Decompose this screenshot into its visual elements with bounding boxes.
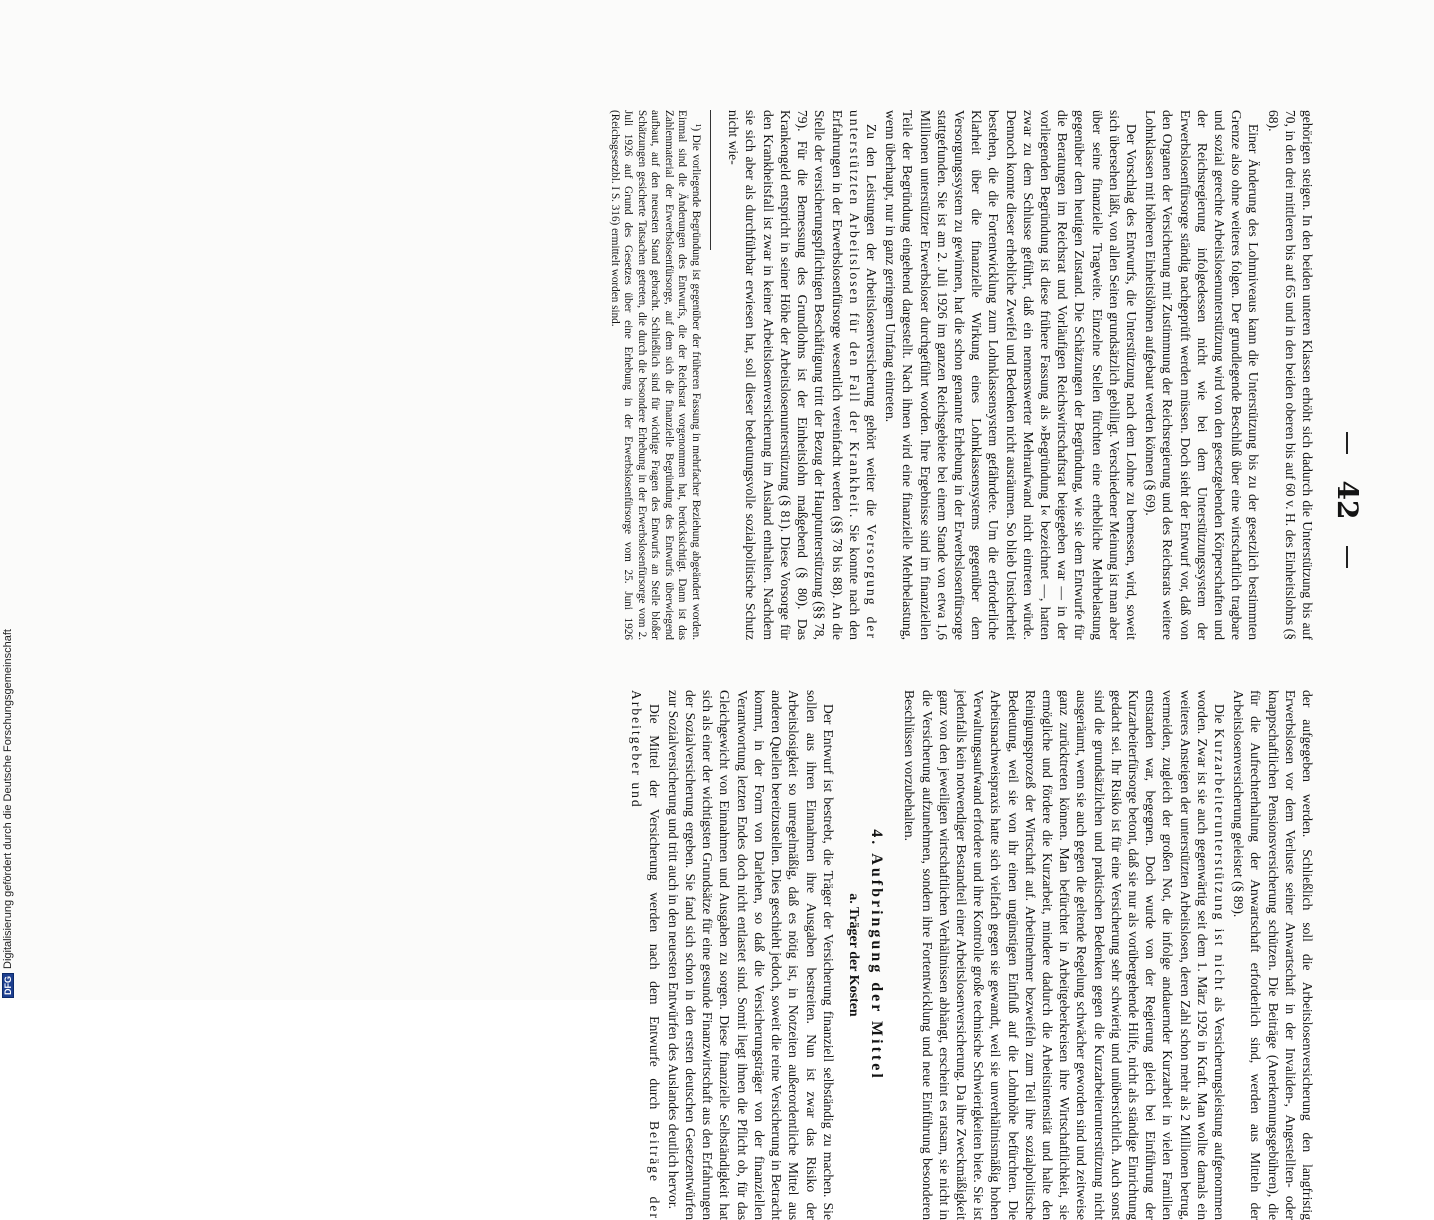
paragraph — [628, 690, 662, 1220]
credit-text: Digitalisierung gefördert durch die Deutsche Forschungsgemeinschaft — [2, 629, 14, 969]
subsection-heading: a. Träger der Kosten — [845, 893, 861, 1017]
spaced-emphasis: Versorgung der unterstützten Arbeitslosen für den Fall der Krankheit. — [846, 110, 879, 640]
paragraph: Der Vorschlag des Entwurfs, die Unterstützung nach dem Lohne zu bemessen, wird, soweit sich übersehen läßt, von allen Seiten grundsätzlich gebilligt. Verschiedener Meinung ist man aber über seine finanzielle Tragweite. Einzelne Stellen fürchten eine erhebliche Mehrbelastung gegenüber dem heutigen Zustand. Die Schätzungen der Begründung, wie sie dem Entwurfe für die Beratungen im Reichsrat und Vorläufigen Reichswirtschaftsrat beigegeben war — in der vorliegenden Begründung ist diese frühere Fassung als »Begründung I« bezeichnet —, hatten zwar zu dem Schlusse geführt, daß ein nennenswerter Mehraufwand nicht eintreten würde. Dennoch konnte dieser erhebliche Zweifel und Bedenken nicht ausräumen. So blieb Unsicherheit bestehen, die die Fortentwicklung zum Lohnklassensystem gefährdete. Um die erforderliche Klarheit über die finanzielle Wirkung eines Lohnklassensystems gegenüber dem Versorgungssystem zu gewinnen, hat die schon genannte Erhebung in der Erwerbslosenfürsorge stattgefunden. Sie ist am 2. Juli 1926 im ganzen Reichsgebiete bei einem Stande von etwa 1,6 Millionen unterstützter Erwerbsloser durchgeführt worden. Ihre Ergebnisse sind im finanziellen Teile der Begründung eingehend dargestellt. Nach ihnen wird eine finanzielle Mehrbelastung, wenn überhaupt, nur in ganz geringem Umfang eintreten. — [883, 110, 1139, 640]
spaced-emphasis: Beiträge der Arbeitgeber und — [629, 690, 662, 1220]
paragraph: Einer Änderung des Lohnniveaus kann die Unterstützung bis zu der gesetzlich bestimmten Grenze also ohne weiteres folgen. Der grundlegende Beschluß über eine wirtschaftlich tragbare und sozial gerechte Arbeitslosenunterstützung wird von den gesetzgebenden Körperschaften und der Reichsregierung infolgedessen nicht wie bei dem Unterstützungssystem der Erwerbslosenfürsorge ständig nachgeprüft werden müssen. Doch sieht der Entwurf vor, daß von den Organen der Versicherung mit Zustimmung der Reichsregierung und des Reichsrats weitere Lohnklassen mit höheren Einheitslöhnen aufgebaut werden können (§ 69). — [1143, 110, 1262, 640]
paragraph: Der Entwurf ist bestrebt, die Träger der Versicherung finanziell selbständig zu machen. Sie sollen aus ihren Einnahmen ihre Ausgaben bestreiten. Nun ist zwar das Risiko der Arbeitslosigkeit so unregelmäßig, daß es nötig ist, in Notzeiten außerordentliche Mittel aus anderen Quellen bereitzustellen. Dies geschieht jedoch, soweit die reine Versicherung in Betracht kommt, in der Form von Darlehen, so daß die Versicherungsträger von der finanziellen Verantwortung letzten Endes doch nicht entlastet sind. Somit liegt ihnen die Pflicht ob, für das Gleichgewicht von Einnahmen und Ausgaben zu sorgen. Diese finanzielle Selbständigkeit hat sich als einer der wichtigsten Grundsätze für eine gesunde Finanzwirtschaft aus den Erfahrungen der Sozialversicherung ergeben. Sie fand sich schon in den ersten deutschen Gesetzentwürfen zur Sozialversicherung und tritt auch in den neuesten Entwürfen des Auslandes deutlich hervor. — [665, 690, 836, 1220]
paragraph — [725, 110, 880, 640]
paragraph: gehörigen steigen. In den beiden unteren Klassen erhöht sich dadurch die Unterstützung bis auf 70, in den drei mittleren bis auf 65 und in den beiden oberen bis auf 60 v. H. des Einheitslohns (§ 68). — [1265, 110, 1315, 640]
page-number: 42 — [1331, 480, 1364, 520]
paragraph — [901, 690, 1228, 1220]
spaced-emphasis: Kurzarbeiterunterstützung ist nicht — [1211, 728, 1227, 992]
text-run: Zu den Leistungen der Arbeitslosenversicherung gehört weiter die — [863, 124, 879, 525]
section-heading: 4. Aufbringung der Mittel — [868, 829, 886, 1081]
paragraph: der aufgegeben werden. Schließlich soll die Arbeitslosenversicherung den langfristig Erwerbslosen vor dem Verluste seiner Anwartschaft in der Invaliden-, Angestellten- oder knappschaftlichen Pensionsversicherung schützen. Die Beiträge (Anerkennungsgebühren), die für die Aufrechterhaltung der Anwartschaft erforderlich sind, werden aus Mitteln der Arbeitslosenversicherung geleistet (§ 89). — [1231, 690, 1315, 1220]
text-run: Die — [1211, 704, 1227, 729]
text-run: Sie konnte nach den Erfahrungen in der Erwerbslosenfürsorge wesentlich vereinfacht werden (§§ 78 bis 88). An die Stelle der versicherungspflichtigen Beschäftigung tritt der Bezug der Hauptunterstützung (§§ 78, 79). Für die Bemessung des Grundlohns ist der Einheitslohn maßgebend (§ 80). Das Krankengeld entspricht in seiner Höhe der Arbeitslosenunterstützung (§ 81). Diese Vorsorge für den Krankheitsfall ist zwar in keiner Arbeitslosenversicherung im Ausland enthalten. Nachdem sie sich aber als durchführbar erwiesen hat, soll dieser bedeutungsvolle sozialpolitische Schutz nicht wie- — [726, 110, 862, 640]
dfg-logo: DFG — [2, 973, 14, 998]
left-column — [605, 110, 1316, 640]
digitization-credit — [2, 618, 14, 998]
footnote-rule — [710, 110, 711, 250]
right-column — [626, 690, 1316, 1220]
text-run: als Versicherungsleistung aufgenommen worden. Zwar ist sie auch gegenwärtig seit dem 1. März 1926 in Kraft. Man wollte damals ein weiteres Ansteigen der unterstützten Arbeitslosen, deren Zahl schon mehr als 2 Millionen betrug, vermeiden, zugleich der großen Not, die infolge andauernder Kurzarbeit in vielen Familien entstanden war, begegnen. Doch wurde von der Regierung gleich bei Einführung der Kurzarbeiterfürsorge betont, daß sie nur als vorübergehende Hilfe, nicht als ständige Einrichtung gedacht sei. Ihr Risiko ist für eine Versicherung sehr schwierig und unübersichtlich. Auch sonst sind die grundsätzlichen und praktischen Bedenken gegen die Kurzarbeiterunterstützung nicht ausgeräumt, wenn sie auch gegen die geltende Regelung schwächer geworden sind und zeitweise ganz zurücktreten können. Man befürchtet in Arbeitgeberkreisen ihre Wirtschaftlichkeit, sie ermögliche und fördere die Kurzarbeit, mindere dadurch die Arbeitsintensität und halte den Reinigungsprozeß der Wirtschaft auf. Arbeitnehmer bezweifeln zum Teil ihre sozialpolitische Bedeutung, weil sie von ihr einen ungünstigen Einfluß auf die Lohnhöhe befürchten. Die Arbeitsnachweispraxis hatte sich vielfach gegen sie gewandt, weil sie unverhältnismäßig hohen Verwaltungsaufwand erfordere und ihre Kontrolle große technische Schwierigkeiten biete. Sie ist jedenfalls kein notwendiger Bestandteil einer Arbeitslosenversicherung. Da ihre Zweckmäßigkeit ganz von den jeweiligen wirtschaftlichen Verhältnissen abhängt, erscheint es ratsam, sie nicht in die Versicherung aufzunehmen, sondern ihre Fortentwicklung und neue Einführung besonderen Beschlüssen vorzubehalten. — [902, 690, 1227, 1220]
page-number-dash-right — [1346, 546, 1348, 568]
footnote: ¹) Die vorliegende Begründung ist gegenüber der früheren Fassung in mehrfacher Beziehung abgeändert worden. Einmal sind die Änderungen des Entwurfs, die der Reichsrat vorgenommen hat, berücksichtigt. Dann ist das Zahlenmaterial der Erwerbslosenfürsorge, auf dem sich die finanzielle Begründung des Entwurfs überwiegend aufbaut, auf den neuesten Stand gebracht. Schließlich sind für wichtige Fragen des Entwurfs an Stelle bloßer Schätzungen gesicherte Tatsachen getreten, die durch die besondere Erhebung in der Erwerbslosenfürsorge vom 2. Juli 1926 auf Grund des Gesetzes über eine Erhebung in der Erwerbslosenfürsorge vom 25. Juni 1926 (Reichsgesetzbl. I S. 316) ermittelt worden sind. — [608, 110, 703, 640]
text-run: Die Mittel der Versicherung werden nach dem Entwurfe durch — [646, 704, 662, 1121]
page-number-dash-left — [1346, 432, 1348, 454]
